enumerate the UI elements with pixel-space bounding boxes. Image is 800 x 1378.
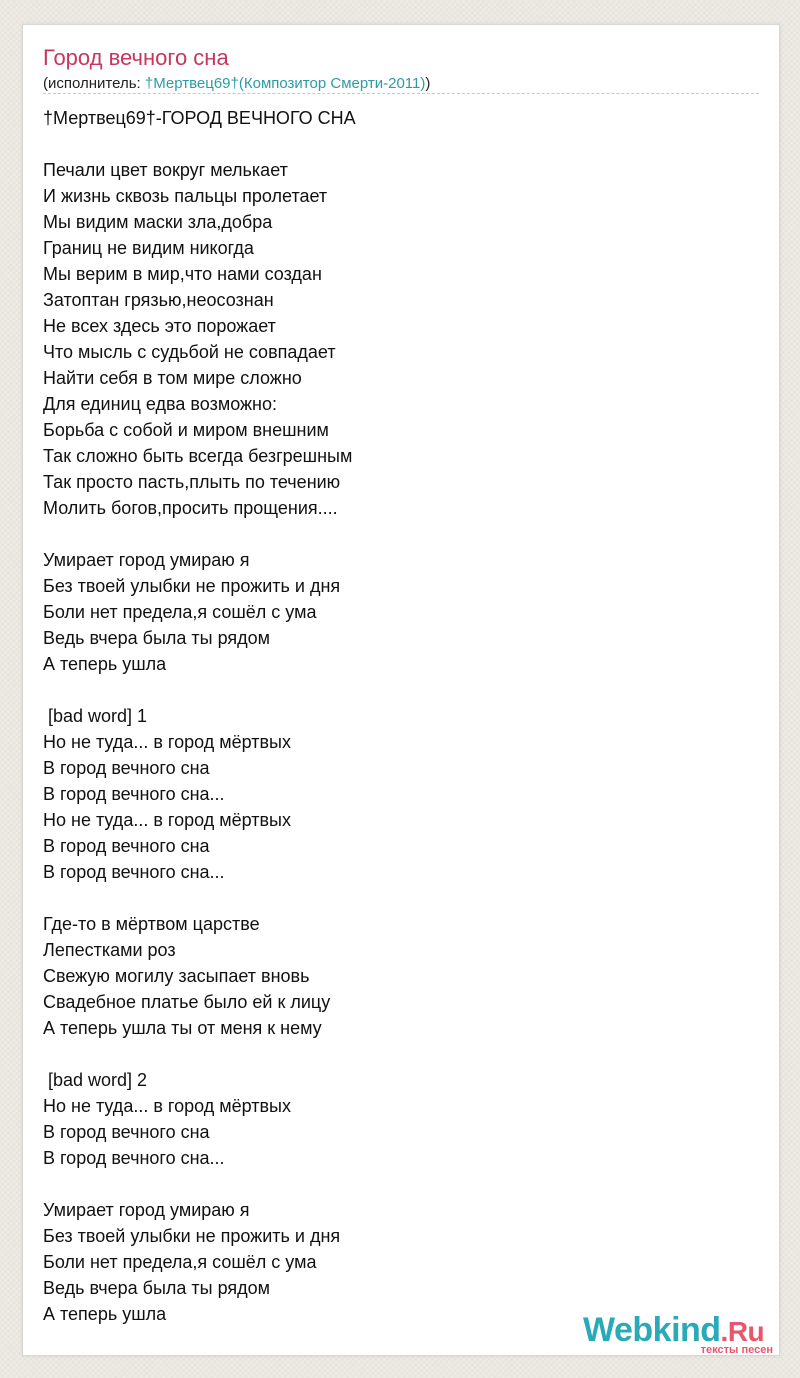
lyric-line: Боли нет предела,я сошёл с ума: [43, 1252, 317, 1272]
lyric-line: Печали цвет вокруг мелькает: [43, 160, 288, 180]
lyric-line: Так сложно быть всегда безгрешным: [43, 446, 353, 466]
lyric-line: Без твоей улыбки не прожить и дня: [43, 576, 341, 596]
lyrics-text: [43, 105, 759, 1327]
lyric-line: Умирает город умираю я: [43, 550, 250, 570]
artist-suffix: ): [425, 75, 431, 92]
lyric-line: Но не туда... в город мёртвых: [43, 810, 291, 830]
lyric-line: Мы видим маски зла,добра: [43, 212, 273, 232]
lyrics-card: [22, 24, 780, 1356]
lyric-line: Без твоей улыбки не прожить и дня: [43, 1226, 341, 1246]
lyric-line: Молить богов,просить прощения....: [43, 498, 338, 518]
artist-prefix: (исполнитель:: [43, 75, 145, 92]
lyric-line: Но не туда... в город мёртвых: [43, 732, 291, 752]
logo-tagline: тексты песен: [700, 1344, 773, 1356]
lyric-line: В город вечного сна: [43, 758, 210, 778]
lyric-line: [43, 1041, 759, 1067]
lyric-line: [43, 885, 759, 911]
lyric-line: [bad word] 1: [43, 706, 148, 726]
lyric-line: [43, 131, 759, 157]
lyric-line: Найти себя в том мире сложно: [43, 368, 302, 388]
lyric-line: А теперь ушла: [43, 654, 167, 674]
lyric-line: Умирает город умираю я: [43, 1200, 250, 1220]
lyric-line: Для единиц едва возможно:: [43, 394, 278, 414]
lyric-line: Не всех здесь это порожает: [43, 316, 276, 336]
lyric-line: Лепестками роз: [43, 940, 176, 960]
lyric-line: И жизнь сквозь пальцы пролетает: [43, 186, 328, 206]
lyric-line: Боли нет предела,я сошёл с ума: [43, 602, 317, 622]
lyric-line: В город вечного сна: [43, 836, 210, 856]
artist-line: [43, 75, 430, 92]
lyric-line: [bad word] 2: [43, 1070, 148, 1090]
lyric-line: [43, 521, 759, 547]
lyric-line: Так просто пасть,плыть по течению: [43, 472, 341, 492]
lyric-line: [43, 1171, 759, 1197]
lyric-line: А теперь ушла: [43, 1304, 167, 1324]
logo-tld: .Ru: [720, 1316, 765, 1347]
lyric-line: В город вечного сна...: [43, 784, 225, 804]
lyric-line: Ведь вчера была ты рядом: [43, 628, 271, 648]
lyric-line: Что мысль с судьбой не совпадает: [43, 342, 336, 362]
song-title: Город вечного сна: [43, 45, 229, 70]
lyric-line: В город вечного сна...: [43, 862, 225, 882]
lyric-line: Свежую могилу засыпает вновь: [43, 966, 310, 986]
site-logo[interactable]: [583, 1311, 779, 1355]
dashed-divider: [43, 93, 759, 94]
logo-main-text: Webkind: [583, 1311, 721, 1349]
lyric-line: Границ не видим никогда: [43, 238, 254, 258]
lyric-line: Мы верим в мир,что нами создан: [43, 264, 322, 284]
lyric-line: Но не туда... в город мёртвых: [43, 1096, 291, 1116]
lyric-line: Где-то в мёртвом царстве: [43, 914, 260, 934]
lyric-line: Ведь вчера была ты рядом: [43, 1278, 271, 1298]
lyric-line: [43, 677, 759, 703]
lyric-line: Свадебное платье было ей к лицу: [43, 992, 331, 1012]
lyric-line: В город вечного сна...: [43, 1148, 225, 1168]
lyric-line: Затоптан грязью,неосознан: [43, 290, 274, 310]
lyric-line: А теперь ушла ты от меня к нему: [43, 1018, 322, 1038]
artist-link[interactable]: †Мертвец69†(Композитор Смерти-2011): [144, 75, 426, 92]
lyric-line: Борьба с собой и миром внешним: [43, 420, 329, 440]
lyric-line: †Мертвец69†-ГОРОД ВЕЧНОГО СНА: [43, 108, 356, 128]
lyric-line: В город вечного сна: [43, 1122, 210, 1142]
